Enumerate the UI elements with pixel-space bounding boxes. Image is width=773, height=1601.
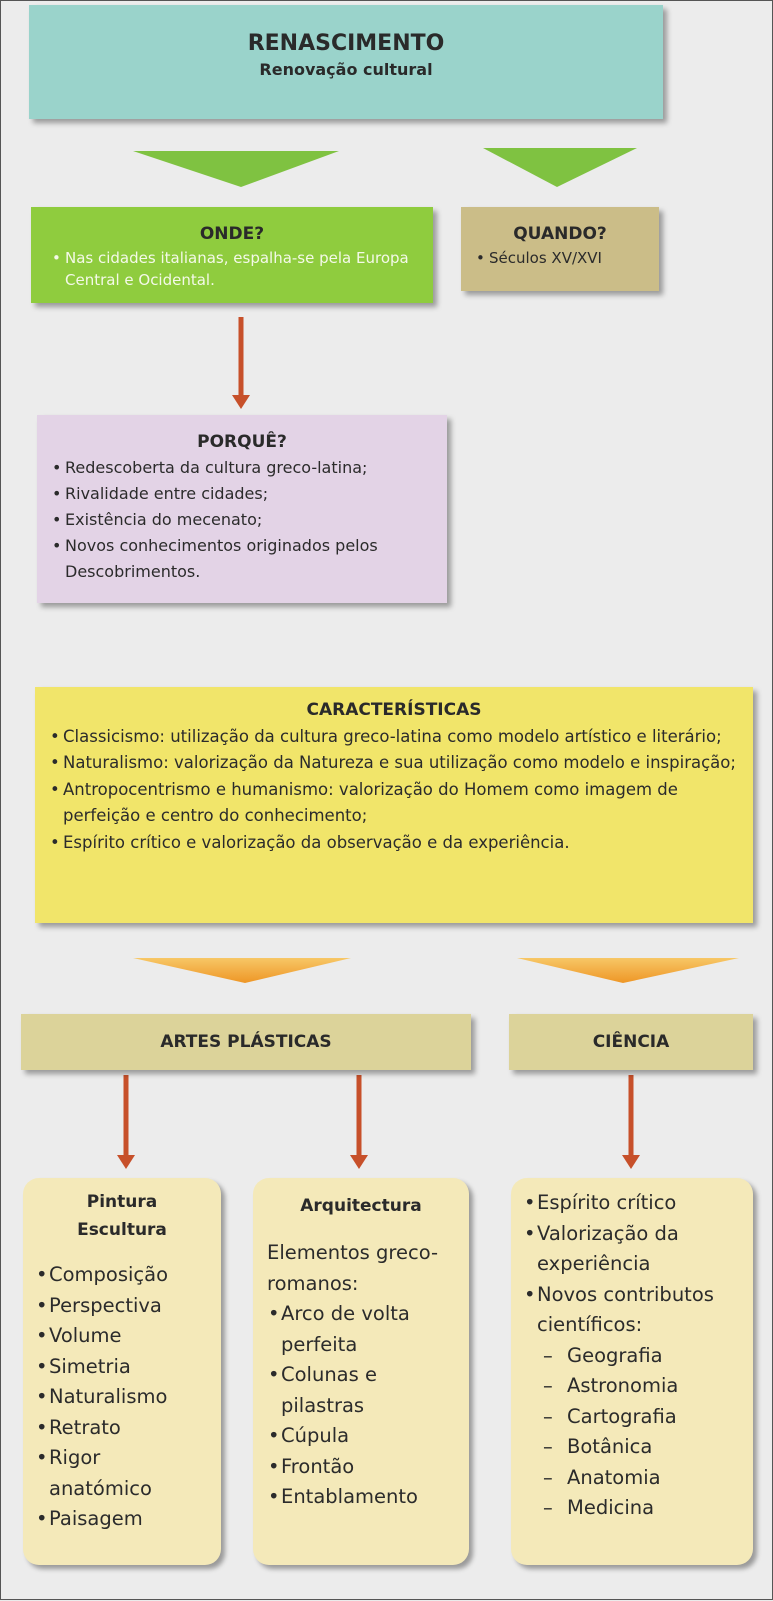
porque-item: • Redescoberta da cultura greco-latina;: [49, 455, 435, 481]
quando-list: [473, 247, 647, 269]
arquitectura-item: • Frontão: [265, 1452, 457, 1483]
porque-item: • Novos conhecimentos originados pelos Descobrimentos.: [49, 533, 435, 585]
title-sub: Renovação cultural: [259, 60, 433, 79]
pintura-item: • Naturalismo: [33, 1382, 211, 1413]
pintura-item: • Perspectiva: [33, 1291, 211, 1322]
ciencia-sublist: [521, 1341, 743, 1524]
arrow-ciencia-card: [622, 1075, 640, 1169]
ciencia-band: CIÊNCIA: [509, 1014, 753, 1070]
pintura-list: [33, 1260, 211, 1535]
onde-heading: ONDE?: [199, 224, 265, 244]
chevron-ciencia: [517, 958, 739, 983]
pintura-item: • Volume: [33, 1321, 211, 1352]
caracteristicas-heading: CARACTERÍSTICAS: [306, 700, 482, 720]
ciencia-subitem: – Geografia: [543, 1341, 743, 1372]
chevron-artes: [133, 958, 351, 983]
ciencia-list: [521, 1188, 743, 1341]
ciencia-subitem: – Cartografia: [543, 1402, 743, 1433]
ciencia-subitem: – Anatomia: [543, 1463, 743, 1494]
title-main: RENASCIMENTO: [247, 31, 445, 56]
title-box: [29, 5, 663, 119]
arquitectura-intro: Elementos greco-romanos:: [267, 1241, 439, 1295]
quando-item: • Séculos XV/XVI: [473, 247, 647, 269]
arquitectura-item: • Cúpula: [265, 1421, 457, 1452]
arquitectura-heading: Arquitectura: [300, 1196, 422, 1216]
pintura-escultura-heading: [33, 1188, 211, 1244]
onde-list: [49, 247, 415, 291]
ciencia-item: • Valorização da experiência: [521, 1219, 697, 1280]
ciencia-subitem: – Botânica: [543, 1432, 743, 1463]
ciencia-card: [511, 1178, 753, 1565]
onde-box: [31, 207, 433, 303]
pintura-item: • Composição: [33, 1260, 211, 1291]
porque-list: [49, 455, 435, 585]
ciencia-item: • Espírito crítico: [521, 1188, 743, 1219]
quando-heading: QUANDO?: [513, 224, 607, 244]
caracteristicas-item: • Classicismo: utilização da cultura greco-latina como modelo artístico e literário;: [47, 724, 741, 751]
caracteristicas-list: [47, 724, 741, 857]
pintura-item: • Simetria: [33, 1352, 211, 1383]
pintura-escultura-card: [23, 1178, 221, 1565]
caracteristicas-box: [35, 687, 753, 923]
ciencia-item: • Novos contributos científicos:: [521, 1280, 747, 1341]
porque-box: [37, 415, 447, 603]
artes-plasticas-band: ARTES PLÁSTICAS: [21, 1014, 471, 1070]
ciencia-subitem: – Astronomia: [543, 1371, 743, 1402]
arrow-onde-porque: [232, 317, 250, 409]
chevron-quando: [483, 148, 637, 187]
caracteristicas-item: • Espírito crítico e valorização da observação e da experiência.: [47, 830, 741, 857]
arquitectura-item: • Colunas e pilastras: [265, 1360, 401, 1421]
onde-item: • Nas cidades italianas, espalha-se pela Europa Central e Ocidental.: [49, 247, 415, 291]
arquitectura-item: • Entablamento: [265, 1482, 457, 1513]
arquitectura-item: • Arco de volta perfeita: [265, 1299, 431, 1360]
ciencia-subitem: – Medicina: [543, 1493, 743, 1524]
caracteristicas-item: • Naturalismo: valorização da Natureza e sua utilização como modelo e inspiração;: [47, 750, 741, 777]
pintura-item: • Retrato: [33, 1413, 211, 1444]
pintura-item: • Rigor anatómico: [33, 1443, 167, 1504]
arquitectura-card: [253, 1178, 469, 1565]
quando-box: [461, 207, 659, 291]
arquitectura-list: [265, 1299, 457, 1513]
pintura-item: • Paisagem: [33, 1504, 211, 1535]
arrow-artes-arquitectura: [350, 1075, 368, 1169]
porque-item: • Existência do mecenato;: [49, 507, 435, 533]
caracteristicas-item: • Antropocentrismo e humanismo: valorização do Homem como imagem de perfeição e centro do conhecimento;: [47, 777, 741, 830]
chevron-onde: [133, 151, 339, 187]
porque-item: • Rivalidade entre cidades;: [49, 481, 435, 507]
escultura-heading: Escultura: [77, 1220, 167, 1240]
pintura-heading: Pintura: [86, 1192, 158, 1212]
porque-heading: PORQUÊ?: [197, 432, 287, 452]
arrow-artes-pintura: [117, 1075, 135, 1169]
